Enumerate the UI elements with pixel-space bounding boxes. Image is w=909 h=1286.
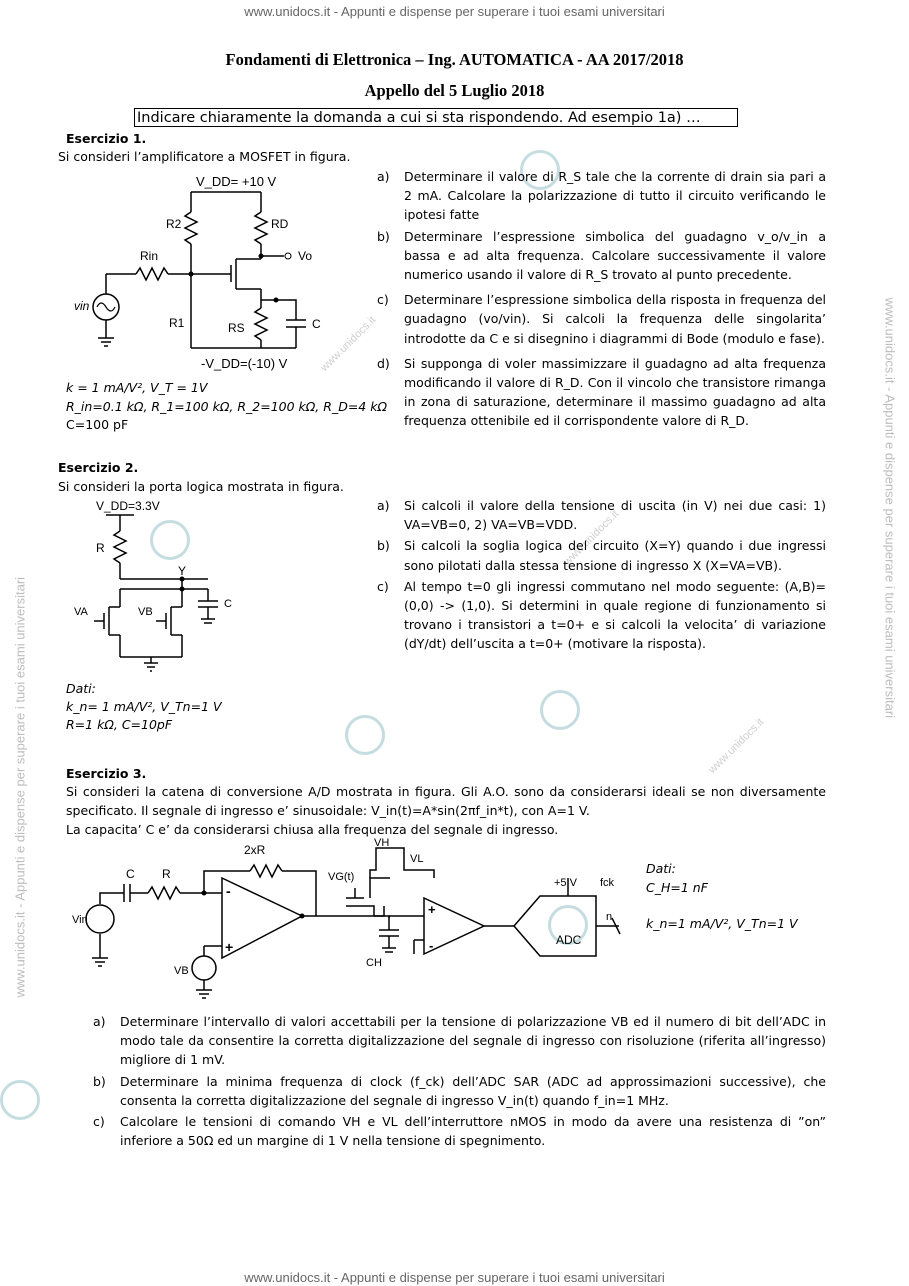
ex3-given-1: C_H=1 nF — [646, 880, 708, 895]
svg-text:V_DD= +10 V: V_DD= +10 V — [196, 174, 277, 189]
ex2-question-c: c) Al tempo t=0 gli ingressi commutano nel modo seguente: (A,B)=(0,0) -> (1,0). Si determini in quale regione di funzionamento si trovano i transistori a t=0+ e si calcoli la velocita’ di variazione (dY/dt) dell’uscita a t=0+ (motivare la risposta). — [377, 578, 826, 652]
ex3-question-c: c) Calcolare le tensioni di comando VH e VL dell’interruttore nMOS in modo da avere una resistenza di ”on” inferiore a 50Ω ed un margine di 1 V nella tensione di spegnimento. — [93, 1114, 826, 1149]
ex2-heading: Esercizio 2. — [58, 460, 139, 475]
svg-text:VL: VL — [410, 853, 424, 865]
ex1-questions — [377, 167, 826, 431]
ex2-circuit-diagram — [66, 497, 256, 677]
svg-text:C: C — [126, 867, 135, 881]
ex3-data-label: Dati: — [646, 861, 676, 876]
svg-text:VB: VB — [138, 606, 153, 618]
ex1-question-d: d) Si supponga di voler massimizzare il guadagno ad alta frequenza modificando il valore di R_D. Con il vincolo che transistore rimanga in zona di saturazione, determinare il massimo guadagno ad alta frequenza ottenibile ed il corrispondente valore di R_D. — [377, 355, 826, 429]
svg-text:-: - — [226, 883, 231, 899]
ex3-heading: Esercizio 3. — [66, 766, 147, 781]
svg-text:R: R — [162, 867, 171, 881]
ex1-question-b: b) Determinare l’espressione simbolica del guadagno v_o/v_in a bassa e ad alta frequenza. Calcolare successivamente il valore numerico usando il valore di R_S trovato al punto precedente. — [377, 228, 826, 283]
ex1-heading: Esercizio 1. — [66, 131, 147, 146]
instruction-box: Indicare chiaramente la domanda a cui si sta rispondendo. Ad esempio 1a) … — [134, 108, 738, 127]
svg-text:+5 V: +5 V — [554, 877, 577, 889]
ex1-question-c: c) Determinare l’espressione simbolica della risposta in frequenza del guadagno (vo/vin). Si calcoli la frequenza delle singolarita’ introdotte da C e si disegnino i diagrammi di Bode (modulo e fase). — [377, 292, 826, 346]
svg-text:-: - — [429, 938, 434, 953]
ex3-intro-2: La capacita’ C e’ da considerarsi chiusa alla frequenza del segnale di ingresso. — [66, 822, 559, 837]
svg-text:Vo: Vo — [298, 249, 313, 263]
svg-text:VA: VA — [74, 606, 88, 618]
svg-text:VG(t): VG(t) — [328, 871, 355, 883]
svg-text:Vin: Vin — [72, 914, 88, 926]
watermark-stamp: www.unidocs.it — [706, 716, 767, 776]
svg-text:R2: R2 — [166, 217, 182, 231]
svg-text:VH: VH — [374, 838, 390, 849]
svg-text:RS: RS — [228, 321, 245, 335]
svg-text:fck: fck — [600, 877, 615, 889]
watermark-right: www.unidocs.it - Appunti e dispense per superare i tuoi esami universitari — [882, 297, 898, 719]
svg-text:vin: vin — [74, 299, 90, 313]
svg-text:ADC: ADC — [556, 933, 582, 947]
svg-text:RD: RD — [271, 217, 289, 231]
ex2-intro: Si consideri la porta logica mostrata in figura. — [58, 479, 344, 494]
ex2-given-1: k_n= 1 mA/V², V_Tn=1 V — [66, 699, 222, 714]
svg-text:n: n — [606, 911, 613, 923]
ex3-given-2: k_n=1 mA/V², V_Tn=1 V — [646, 916, 798, 931]
ex2-question-b: b) Si calcoli la soglia logica del circuito (X=Y) quando i due ingressi sono pilotati dalla stessa tensione di ingresso X (X=VA=VB). — [377, 538, 826, 573]
svg-text:R: R — [96, 541, 105, 555]
watermark-bottom: www.unidocs.it - Appunti e dispense per superare i tuoi esami universitari — [244, 1270, 665, 1285]
svg-text:2xR: 2xR — [244, 843, 266, 857]
ex3-question-b: b) Determinare la minima frequenza di clock (f_ck) dell’ADC SAR (ADC ad approssimazioni successive), che consenta la corretta digitalizzazione del segnale di ingresso V_in(t) quando f_in=1 MHz. — [93, 1073, 826, 1108]
watermark-logo-icon — [345, 715, 385, 755]
ex3-intro: Si consideri la catena di conversione A/D mostrata in figura. Gli A.O. sono da considerarsi ideali se non diversamente specificato. Il segnale di ingresso e’ sinusoidale: V_in(t)=A*sin(2πf_in*t), con A=1 V. — [66, 784, 826, 818]
watermark-stamp: www.unidocs.it — [561, 508, 622, 568]
ex2-given-2: R=1 kΩ, C=10pF — [66, 717, 173, 732]
ex2-questions — [377, 496, 826, 654]
svg-text:V_DD=3.3V: V_DD=3.3V — [96, 499, 160, 513]
watermark-left: www.unidocs.it - Appunti e dispense per superare i tuoi esami universitari — [12, 576, 28, 998]
page-subtitle: Appello del 5 Luglio 2018 — [364, 81, 545, 100]
watermark-logo-icon — [0, 1080, 40, 1120]
watermark-top: www.unidocs.it - Appunti e dispense per superare i tuoi esami universitari — [244, 4, 665, 19]
svg-text:-V_DD=(-10) V: -V_DD=(-10) V — [201, 356, 288, 371]
ex1-circuit-diagram — [66, 172, 356, 372]
svg-text:+: + — [428, 902, 436, 917]
watermark-logo-icon — [540, 690, 580, 730]
ex1-intro: Si consideri l’amplificatore a MOSFET in figura. — [58, 149, 351, 164]
ex1-given-2: R_in=0.1 kΩ, R_1=100 kΩ, R_2=100 kΩ, R_D=4 kΩ — [66, 399, 388, 414]
watermark-stamp: www.unidocs.it — [318, 314, 379, 374]
svg-text:Y: Y — [178, 564, 187, 578]
svg-text:C: C — [312, 317, 321, 331]
svg-text:Rin: Rin — [140, 249, 159, 263]
ex3-question-a: a) Determinare l’intervallo di valori accettabili per la tensione di polarizzazione VB ed il numero di bit dell’ADC in modo tale da consentire la corretta digitalizzazione del segnale di ingresso con risoluzione (riferita all’ingresso) migliore di 1 mV. — [93, 1014, 826, 1068]
svg-text:VB: VB — [174, 965, 189, 977]
ex1-question-a: a) Determinare il valore di R_S tale che la corrente di drain sia pari a 2 mA. Calcolare la polarizzazione di tutto il circuito verificando le ipotesi fatte — [377, 169, 826, 223]
ex1-given-3: C=100 pF — [66, 417, 129, 432]
svg-text:+: + — [225, 939, 234, 955]
svg-text:C: C — [224, 598, 232, 610]
ex3-circuit-diagram — [64, 838, 644, 1008]
page-title: Fondamenti di Elettronica – Ing. AUTOMATICA - AA 2017/2018 — [225, 50, 684, 69]
ex3-questions — [93, 1012, 826, 1150]
ex2-question-a: a) Si calcoli il valore della tensione di uscita (in V) nei due casi: 1) VA=VB=0, 2) VA=VB=VDD. — [377, 498, 826, 533]
ex2-data-label: Dati: — [66, 681, 96, 696]
svg-text:R1: R1 — [169, 316, 185, 330]
svg-text:CH: CH — [366, 957, 382, 969]
ex1-given-1: k = 1 mA/V², V_T = 1V — [66, 380, 208, 395]
